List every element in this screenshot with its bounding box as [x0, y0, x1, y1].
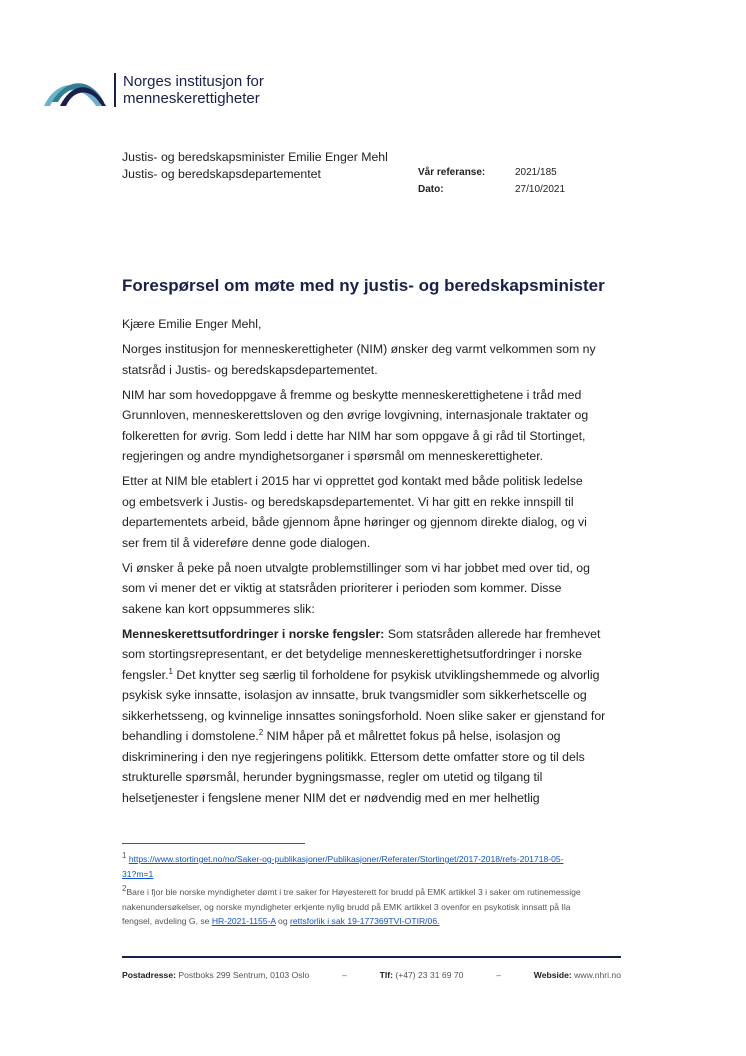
text-line: psykisk syke innsatte, isolasjon av innsatte, bruk tvangsmidler som sikkerhetscelle og: [122, 688, 587, 702]
footnote-divider: [122, 843, 305, 844]
text-line: Menneskerettsutfordringer i norske fengsler: Som statsråden allerede har fremhevet: [122, 626, 601, 641]
text-line: helsetjenester i fengslene mener NIM det er nødvendig med en mer helhetlig: [122, 790, 540, 805]
text-line: behandling i domstolene.$^2$ NIM håper på et målrettet fokus på helse, isolasjon og: [122, 727, 561, 743]
recipient-block: [122, 149, 388, 183]
paragraph: [122, 558, 605, 620]
text-line: sikkerhetsseng, og kvinnelige innsattes soningsforhold. Noen slike saker er gjenstand for: [122, 708, 606, 723]
footer-phone: Tlf: (+47) 23 31 69 70: [379, 970, 464, 980]
reference-block: [418, 164, 565, 198]
logo-divider: [114, 73, 116, 107]
text-line: fengsler.$^1$ Det knytter seg særlig til forholdene for psykisk utviklingshemmede og alvorlig: [122, 666, 600, 682]
footnote-ref: 2: [258, 727, 264, 737]
text-line: sakene kan kort oppsummeres slik:: [122, 601, 315, 616]
letter-body: [122, 314, 605, 813]
text-line: strukturelle spørsmål, herunder bygningsmasse, regler om utetid og tilgang til: [122, 770, 543, 784]
text-line: Norges institusjon for menneskerettigheter (NIM) ønsker deg varmt velkommen som ny: [122, 342, 596, 356]
text-line: ser frem til å videreføre denne gode dialogen.: [122, 535, 371, 550]
footnote-2: $^2$Bare i fjor ble norske myndigheter dømt i tre saker for Høyesterett for brudd på EMK artikkel 3 i saker om rutinemessige nakenundersøkelser, og norske myndigheter erkjente nylig brudd på EMK artikkel 3 ovenfor en psykotisk innsatt på Ila fengsel, avdeling G, se HR-2021-1155-A og rettsforlik i sak 19-177369TVI-OTIR/06.: [122, 884, 581, 926]
text-line: som stortingsrepresentant, er det betydelige menneskerettighetsutfordringer i norske: [122, 647, 583, 661]
text-line: Etter at NIM ble etablert i 2015 har vi opprettet god kontakt med både politisk ledelse: [122, 474, 583, 488]
text-line: statsråd i Justis- og beredskapsdepartementet.: [122, 362, 378, 377]
greeting: Kjære Emilie Enger Mehl,: [122, 317, 262, 331]
footnote-1: $^1$ https://www.stortinget.no/no/Saker-og-publikasjoner/Publikasjoner/Referater/Stortinget/2017-2018/refs-201718-05- 31?m=1: [122, 851, 564, 879]
date-label: Dato:: [418, 184, 444, 195]
text-line: folkeretten for øvrig. Som ledd i dette har NIM har som oppgave å gi råd til Stortinget,: [122, 428, 586, 443]
paragraph: [122, 339, 605, 380]
footer-website: Webside: www.nhri.no: [533, 970, 621, 980]
text-line: departementets arbeid, både gjennom åpne høringer og gjennom direkte dialog, og vi: [122, 515, 587, 529]
org-name: [123, 73, 264, 107]
paragraph: [122, 471, 605, 553]
footnote-ref: 1: [168, 666, 173, 676]
bold-lead: Menneskerettsutfordringer i norske fengsler:: [122, 626, 385, 641]
footer: [122, 970, 621, 980]
text-line: NIM har som hovedoppgave å fremme og beskytte menneskerettighetene i tråd med: [122, 387, 582, 402]
footnotes: [122, 852, 622, 933]
recipient-department: Justis- og beredskapsdepartementet: [122, 167, 321, 181]
nim-logo-arcs-icon: [42, 72, 106, 108]
footnote-1-link[interactable]: https://www.stortinget.no/no/Saker-og-publikasjoner/Publikasjoner/Referater/Stortinget/2017-2018/refs-201718-05- 31?m=1: [122, 854, 564, 879]
org-name-line1: Norges institusjon for: [123, 73, 264, 90]
footer-address: Postadresse: Postboks 299 Sentrum, 0103 Oslo: [122, 970, 310, 980]
footer-divider: [122, 956, 621, 958]
text-line: Grunnloven, menneskerettsloven og den øvrige lovgivning, internasjonale traktater og: [122, 408, 589, 422]
paragraph: [122, 385, 605, 467]
footnote-2-link-hr[interactable]: HR-2021-1155-A: [211, 916, 276, 926]
text-line: og embetsverk i Justis- og beredskapsdepartementet. Vi har gitt en rekke innspill til: [122, 494, 574, 509]
text-line: Vi ønsker å peke på noen utvalgte problemstillinger som vi har jobbet med over tid, og: [122, 560, 590, 575]
footer-separator: –: [496, 970, 501, 980]
text-line: regjeringen og andre myndighetsorganer i spørsmål om menneskerettigheter.: [122, 449, 544, 463]
text-line: diskriminering i den nye regjeringens politikk. Ettersom dette omfatter store og til dels: [122, 749, 585, 764]
date-value: 27/10/2021: [515, 184, 566, 195]
letter-title: Forespørsel om møte med ny justis- og beredskapsminister: [122, 276, 605, 295]
reference-value: 2021/185: [515, 167, 557, 178]
org-name-line2: menneskerettigheter: [123, 90, 260, 107]
recipient-name: Justis- og beredskapsminister Emilie Enger Mehl: [122, 150, 388, 164]
footer-separator: –: [342, 970, 347, 980]
reference-label: Vår referanse:: [418, 167, 486, 178]
text-line: som vi mener det er viktig at statsråden prioriterer i perioden som kommer. Disse: [122, 581, 562, 595]
footnote-2-link-rettsforlik[interactable]: rettsforlik i sak 19-177369TVI-OTIR/06.: [290, 916, 440, 926]
paragraph: [122, 624, 605, 809]
